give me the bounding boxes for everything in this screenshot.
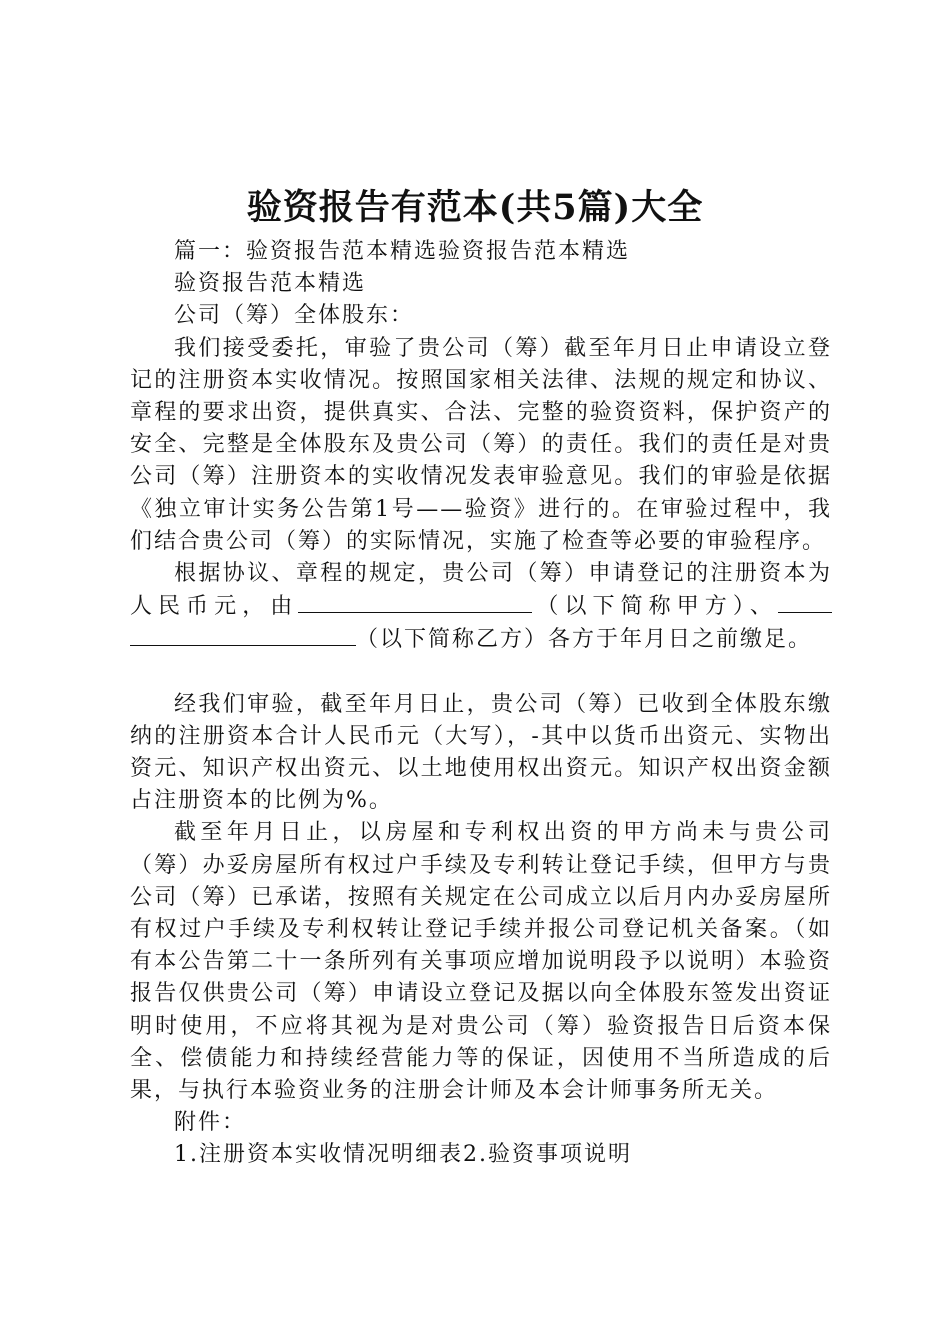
paragraph-4: 截至年月日止，以房屋和专利权出资的甲方尚未与贵公司（筹）办妥房屋所有权过户手续及专利转让登记手续，但甲方与贵公司（筹）已承诺，按照有关规定在公司成立以后月内办妥房屋所有权过户手续及专利权转让登记手续并报公司登记机关备案。（如有本公告第二十一条所列有关事项应增加说明段予以说明）本验资报告仅供贵公司（筹）申请设立登记及据以向全体股东签发出资证明时使用，不应将其视为是对贵公司（筹）验资报告日后资本保全、偿债能力和持续经营能力等的保证，因使用不当所造成的后果，与执行本验资业务的注册会计师及本会计师事务所无关。: [130, 820, 832, 1104]
blank-field-party-b: [130, 623, 356, 646]
document-body: [130, 236, 832, 1172]
section-heading: 篇一：验资报告范本精选验资报告范本精选: [174, 239, 631, 264]
document-title: 验资报告有范本(共5篇)大全: [246, 187, 704, 228]
blank-field-party-a: [298, 590, 532, 613]
attachments-list: 1.注册资本实收情况明细表2.验资事项说明: [174, 1142, 632, 1168]
subheading: 验资报告范本精选: [174, 271, 367, 297]
salutation: 公司（筹）全体股东：: [174, 303, 415, 329]
attachments-label: 附件：: [174, 1110, 247, 1136]
paragraph-2-part-3: （以下简称乙方）各方于年月日之前缴足。: [356, 627, 813, 653]
paragraph-2-part-2: （以下简称甲方）、: [532, 594, 778, 620]
paragraph-2: [130, 558, 832, 657]
paragraph-1: 我们接受委托，审验了贵公司（筹）截至年月日止申请设立登记的注册资本实收情况。按照国家相关法律、法规的规定和协议、章程的要求出资，提供真实、合法、完整的验资资料，保护资产的安全、完整是全体股东及贵公司（筹）的责任。我们的责任是对贵公司（筹）注册资本的实收情况发表审验意见。我们的审验是依据《独立审计实务公告第1号——验资》进行的。在审验过程中，我们结合贵公司（筹）的实际情况，实施了检查等必要的审验程序。: [130, 335, 832, 554]
blank-field-party-b-start: [778, 590, 832, 613]
paragraph-3: 经我们审验，截至年月日止，贵公司（筹）已收到全体股东缴纳的注册资本合计人民币元（大写），-其中以货币出资元、实物出资元、知识产权出资元、以土地使用权出资元。知识产权出资金额占注册资本的比例为%。: [130, 691, 832, 814]
paragraph-2-part-1: 根据协议、章程的规定，贵公司（筹）申请登记的注册资本为人民币元，由: [130, 561, 832, 620]
